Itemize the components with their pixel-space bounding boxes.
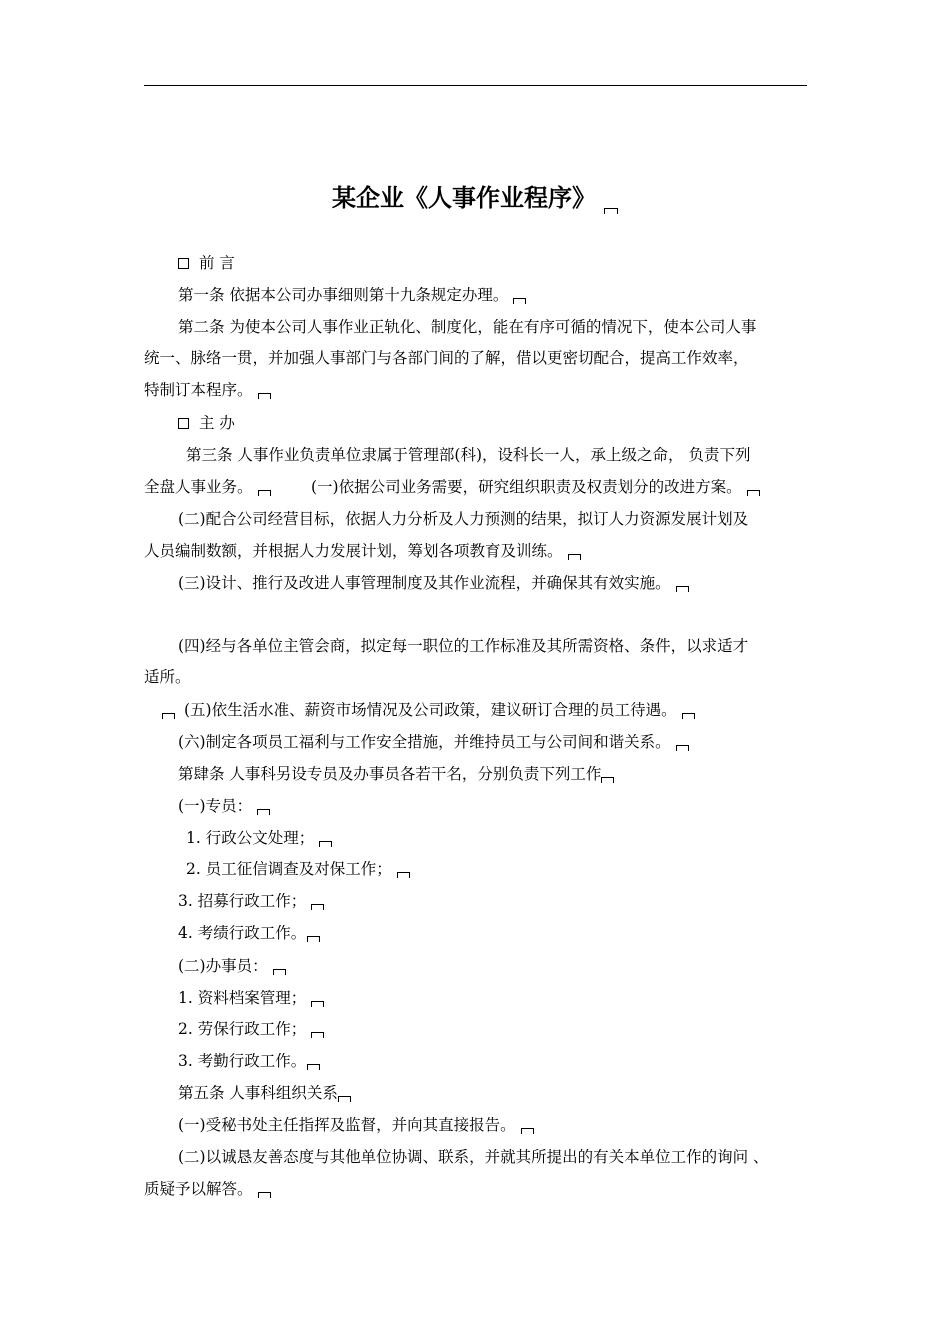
article-5-item-2-line-2: 质疑予以解答。: [144, 1179, 814, 1199]
paragraph-mark-icon: [397, 872, 410, 878]
paragraph-mark-icon: [257, 809, 270, 815]
article-4-group-1: (一)专员：: [178, 796, 848, 816]
article-4-group-1-item-2: 2. 员工征信调查及对保工作；: [186, 859, 856, 879]
article-3-line-1: 第三条 人事作业负责单位隶属于管理部(科)，设科长一人，承上级之命， 负责下列: [186, 446, 751, 464]
checkbox-square-icon: [178, 258, 189, 269]
paragraph-mark-icon: [676, 745, 689, 751]
checkbox-square-icon: [178, 418, 189, 429]
paragraph-mark-icon: [521, 1128, 534, 1134]
paragraph-mark-icon: [311, 1032, 324, 1038]
article-3-item-5: (五)依生活水准、薪资市场情况及公司政策，建议研订合理的员工待遇。: [162, 700, 832, 720]
paragraph-mark-icon: [747, 490, 760, 496]
document-title: [0, 178, 950, 214]
paragraph-mark-icon: [311, 904, 324, 910]
article-3-item-2-line-1: (二)配合公司经营目标，依据人力分析及人力预测的结果，拟订人力资源发展计划及: [178, 510, 749, 528]
paragraph-mark-icon: [513, 298, 526, 304]
article-4-group-1-item-1: 1. 行政公文处理；: [186, 828, 856, 848]
paragraph-mark-icon: [676, 586, 689, 592]
article-3-item-6: (六)制定各项员工福利与工作安全措施，并维持员工与公司间和谐关系。: [178, 732, 848, 752]
article-1: 第一条 依据本公司办事细则第十九条规定办理。: [178, 285, 848, 305]
article-2-line-1: 第二条 为使本公司人事作业正轨化、制度化，能在有序可循的情况下，使本公司人事: [178, 318, 757, 336]
article-3-item-4-line-2: 适所。: [144, 668, 191, 686]
paragraph-mark-icon: [258, 393, 271, 399]
article-3-item-4-line-1: (四)经与各单位主管会商，拟定每一职位的工作标准及其所需资格、条件，以求适才: [178, 637, 749, 655]
section-heading-preface: 前 言: [178, 253, 848, 273]
article-5-item-2-line-1: (二)以诚恳友善态度与其他单位协调、联系，并就其所提出的有关本单位工作的询问 、: [178, 1148, 769, 1166]
paragraph-mark-icon: [311, 1001, 324, 1007]
paragraph-mark-icon: [682, 713, 695, 719]
paragraph-mark-icon: [601, 777, 614, 783]
paragraph-mark-icon: [604, 208, 618, 214]
article-4-group-2-item-3: 3. 考勤行政工作。: [178, 1051, 848, 1071]
article-3-line-2a: 全盘人事业务。: [144, 477, 814, 497]
article-4-group-1-item-3: 3. 招募行政工作；: [178, 891, 848, 911]
paragraph-mark-icon: [338, 1096, 351, 1102]
article-4-group-2: (二)办事员：: [178, 956, 848, 976]
article-4-group-2-item-2: 2. 劳保行政工作；: [178, 1019, 848, 1039]
title-text: 某企业《人事作业程序》: [332, 183, 596, 212]
article-4-group-1-item-4: 4. 考绩行政工作。: [178, 923, 848, 943]
article-4-group-2-item-1: 1. 资料档案管理；: [178, 988, 848, 1008]
article-3-item-2-line-2: 人员编制数额，并根据人力发展计划，筹划各项教育及训练。: [144, 541, 814, 561]
article-3-item-3: (三)设计、推行及改进人事管理制度及其作业流程，并确保其有效实施。: [178, 573, 848, 593]
paragraph-mark-icon: [258, 1192, 271, 1198]
paragraph-mark-icon: [568, 554, 581, 560]
article-2-line-3: 特制订本程序。: [144, 380, 814, 400]
article-4: 第肆条 人事科另设专员及办事员各若干名，分别负责下列工作: [178, 764, 848, 784]
article-5-item-1: (一)受秘书处主任指挥及监督，并向其直接报告。: [178, 1115, 848, 1135]
paragraph-mark-icon: [258, 490, 271, 496]
header-rule: [144, 85, 807, 86]
paragraph-mark-icon: [307, 1064, 320, 1070]
section-heading-host: 主 办: [178, 413, 848, 433]
paragraph-mark-icon: [307, 936, 320, 942]
article-2-line-2: 统一、脉络一贯，并加强人事部门与各部门间的了解，借以更密切配合，提高工作效率，: [144, 349, 749, 367]
paragraph-mark-icon: [273, 969, 286, 975]
article-5: 第五条 人事科组织关系: [178, 1083, 848, 1103]
article-3-item-1: (一)依据公司业务需要，研究组织职责及权责划分的改进方案。: [311, 477, 950, 497]
paragraph-mark-icon: [319, 841, 332, 847]
paragraph-mark-icon: [162, 713, 175, 719]
